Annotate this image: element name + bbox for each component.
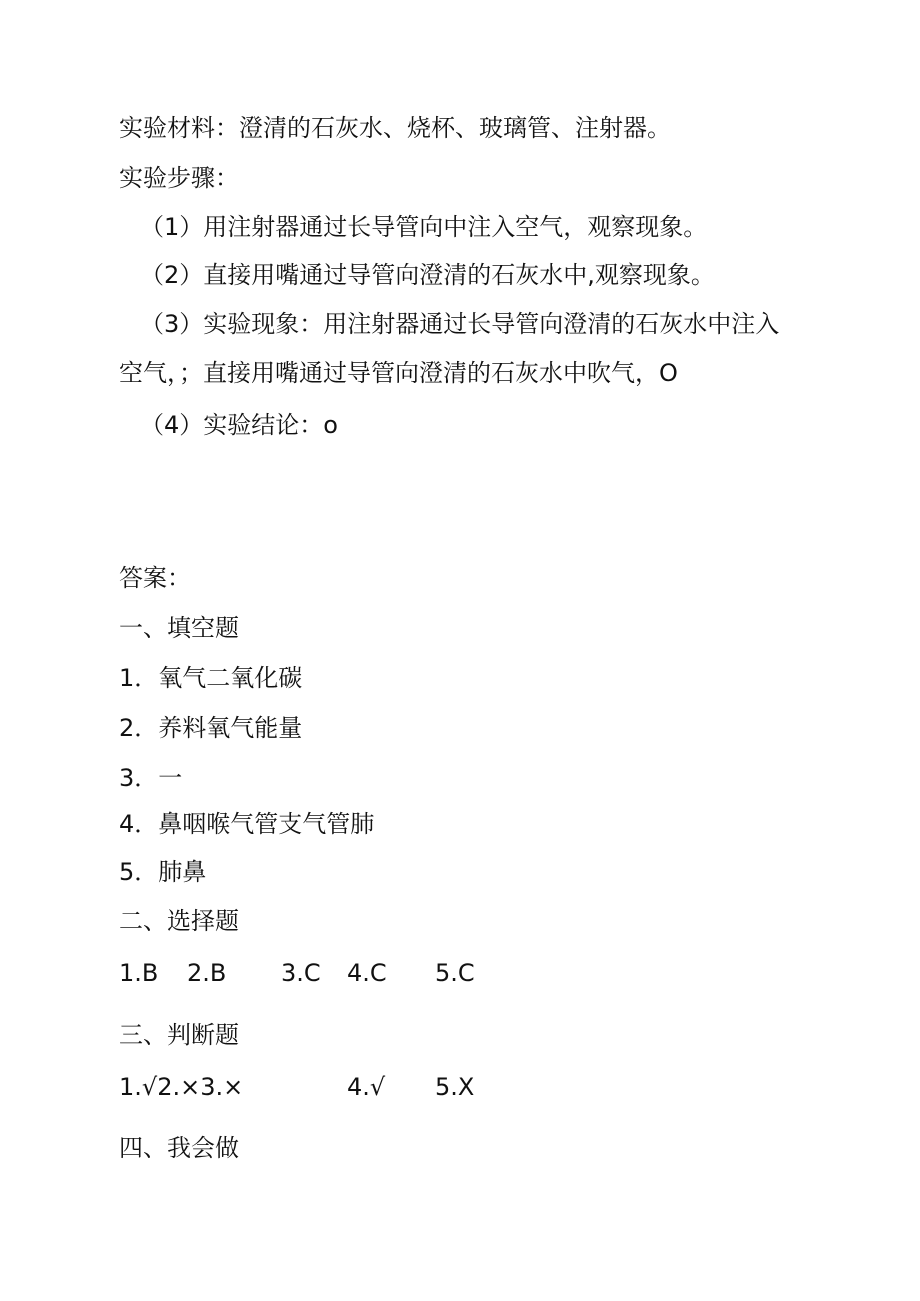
- tf-answers-1-3: 1.√2.×3.×: [119, 1073, 244, 1101]
- section-heading-multiple-choice: 二、选择题: [119, 907, 239, 935]
- tf-answer-4: 4.√: [347, 1073, 386, 1101]
- fill-blank-answer-2: 2．养料氧气能量: [119, 714, 303, 742]
- answers-title: 答案：: [119, 564, 191, 592]
- true-false-answers: [119, 1071, 579, 1103]
- fill-blank-answer-3: 3．一: [119, 764, 183, 792]
- fill-blank-answer-4: 4．鼻咽喉气管支气管肺: [119, 810, 375, 838]
- experiment-step-3-line1: （3）实验现象：用注射器通过长导管向澄清的石灰水中注入: [140, 310, 780, 338]
- choice-answer-4: 4.C: [347, 959, 387, 987]
- experiment-step-2: （2）直接用嘴通过导管向澄清的石灰水中,观察现象。: [140, 261, 715, 289]
- fill-blank-answer-5: 5．肺鼻: [119, 858, 207, 886]
- tf-answer-5: 5.X: [435, 1073, 475, 1101]
- choice-answer-1: 1.B: [119, 959, 159, 987]
- choice-answer-3: 3.C: [281, 959, 321, 987]
- section-heading-i-can-do: 四、我会做: [119, 1134, 239, 1162]
- experiment-step-4: （4）实验结论：o: [140, 411, 338, 439]
- fill-blank-answer-1: 1．氧气二氧化碳: [119, 664, 303, 692]
- experiment-steps-title: 实验步骤：: [119, 164, 239, 192]
- choice-answer-2: 2.B: [187, 959, 227, 987]
- choice-answer-5: 5.C: [435, 959, 475, 987]
- section-heading-true-false: 三、判断题: [119, 1021, 239, 1049]
- experiment-materials: 实验材料：澄清的石灰水、烧杯、玻璃管、注射器。: [119, 114, 671, 142]
- experiment-step-3-line2: 空气，；直接用嘴通过导管向澄清的石灰水中吹气，O: [119, 359, 678, 387]
- experiment-step-1: （1）用注射器通过长导管向中注入空气，观察现象。: [140, 213, 708, 241]
- multiple-choice-answers: [119, 957, 579, 989]
- section-heading-fill-blank: 一、填空题: [119, 614, 239, 642]
